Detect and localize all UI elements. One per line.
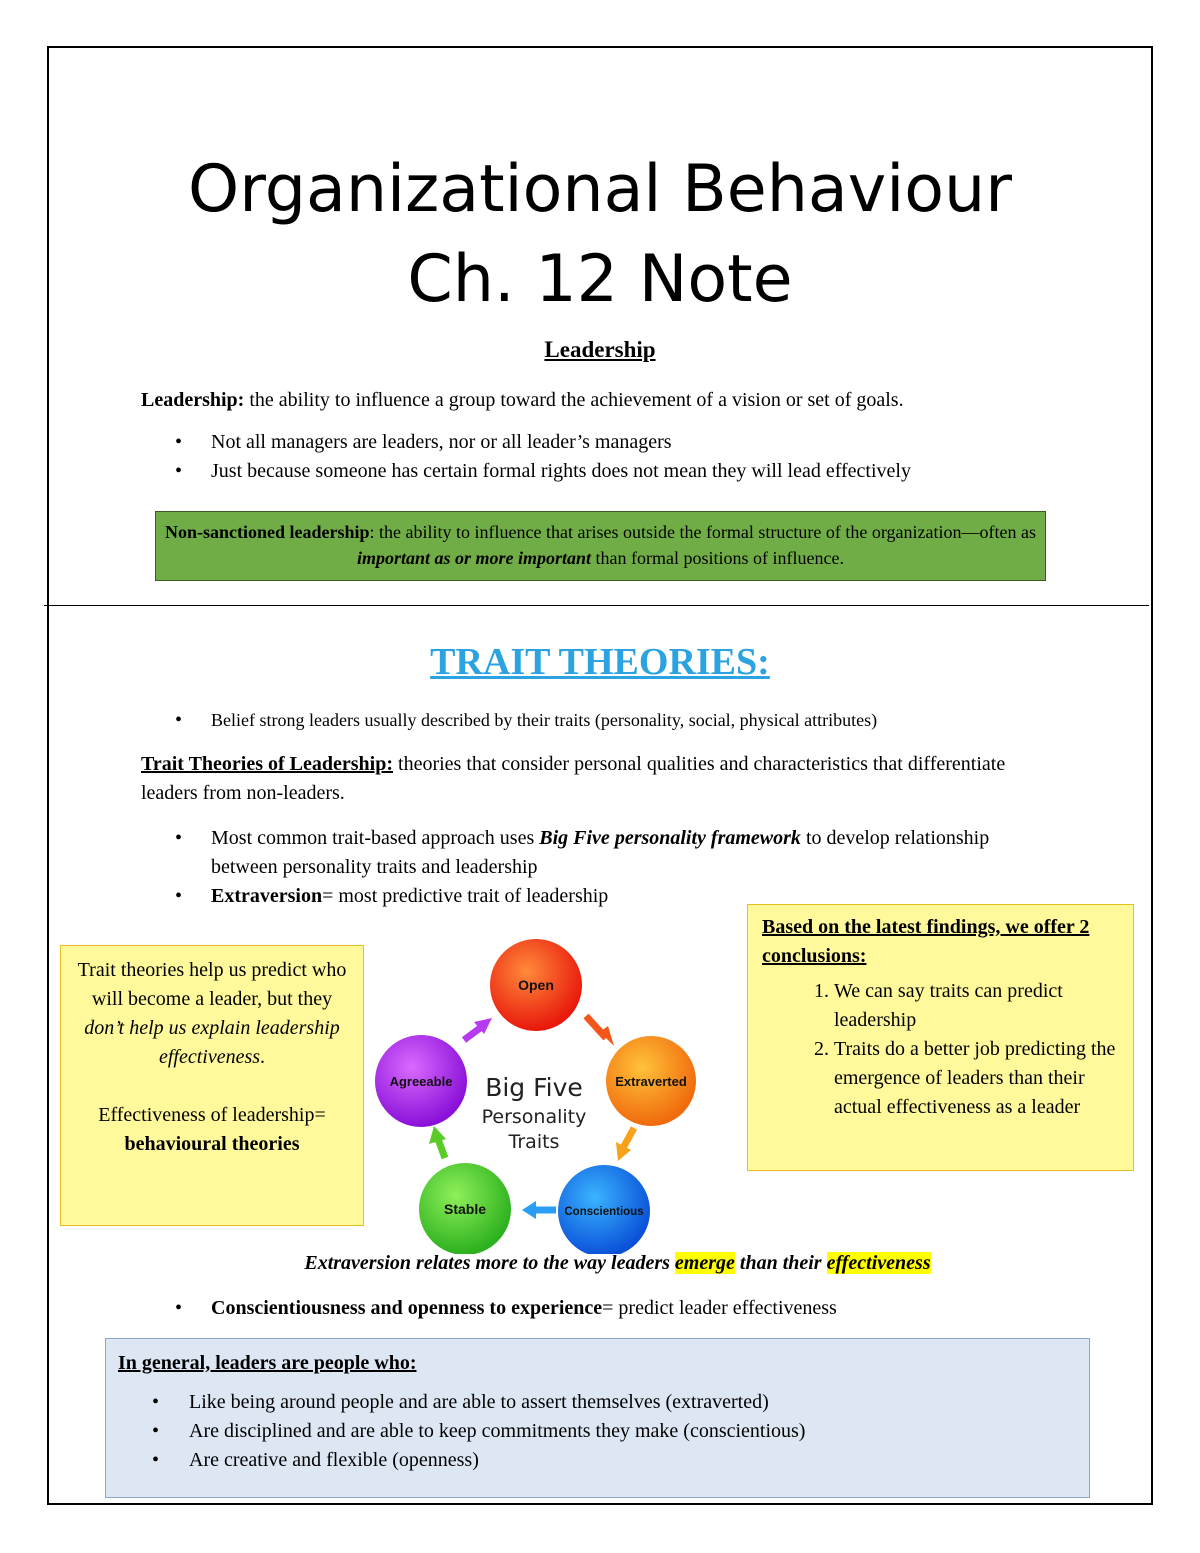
leadership-bullets (141, 428, 1101, 486)
conclusions-box (747, 904, 1134, 1171)
node-label: Stable (443, 1201, 487, 1217)
leadership-heading: Leadership (544, 337, 656, 362)
list-item: • Belief strong leaders usually described by their traits (personality, social, physical attributes) (141, 706, 1101, 735)
arrow-conscientious-to-stable-icon (522, 1201, 556, 1219)
bullet-text: Most common trait-based approach uses (211, 827, 540, 849)
non-sanctioned-box (155, 511, 1046, 581)
item-number: 2. (814, 1038, 829, 1060)
list-item (762, 977, 1119, 1035)
bullet-text: = most predictive trait of leadership (322, 885, 609, 907)
node-label: Conscientious (564, 1206, 644, 1218)
list-item: • Are creative and flexible (openness) (118, 1446, 1077, 1475)
item-text: Traits do a better job predicting the emergence of leaders than their actual effectiveness as a leader (834, 1038, 1116, 1118)
node-agreeable (375, 1035, 467, 1127)
node-label: Extraverted (615, 1074, 687, 1089)
extraversion-note (0, 1249, 1200, 1278)
conclusions-list (762, 977, 1119, 1122)
title-line-1: Organizational Behaviour (188, 152, 1012, 227)
non-sanctioned-emphasis: important as or more important (357, 548, 592, 568)
list-item (762, 1035, 1119, 1122)
box-text: Trait theories help us predict who will become a leader, but they (77, 959, 347, 1010)
leadership-def-text: the ability to influence a group toward the achievement of a vision or set of goals. (244, 389, 904, 411)
page-title (0, 145, 1200, 325)
node-label: Open (518, 977, 554, 993)
list-item: • Not all managers are leaders, nor or all leader’s managers (141, 428, 1101, 457)
node-conscientious (558, 1165, 650, 1254)
general-leaders-box (105, 1338, 1090, 1498)
big-five-emphasis: Big Five personality framework (539, 827, 801, 849)
trait-term: Trait Theories of Leadership: (141, 753, 394, 775)
general-list (118, 1388, 1077, 1475)
bullet-text: = predict leader effectiveness (602, 1297, 837, 1319)
arrow-stable-to-agreeable-icon (429, 1126, 446, 1158)
box-emphasis: don’t help us explain leadership effectiveness (84, 1017, 340, 1068)
extraversion-term: Extraversion (211, 885, 323, 907)
arrow-agreeable-to-open-icon (464, 1018, 492, 1040)
conclusions-heading: Based on the latest findings, we offer 2 conclusions: (762, 916, 1090, 967)
list-item: • Just because someone has certain formal rights does not mean they will lead effectively (141, 457, 1101, 486)
highlight-effectiveness: effectiveness (826, 1252, 931, 1274)
item-text: We can say traits can predict leadership (834, 980, 1063, 1031)
non-sanctioned-term: Non-sanctioned leadership (165, 522, 370, 542)
note-text-mid: than their (734, 1252, 827, 1274)
diagram-center-line-3: Traits (508, 1131, 560, 1153)
arrow-open-to-extraverted-icon (586, 1016, 614, 1046)
effectiveness-text: Effectiveness of leadership= (98, 1104, 326, 1126)
note-text: Extraversion relates more to the way leaders (304, 1252, 675, 1274)
big-five-diagram (368, 936, 704, 1254)
conscientious-term: Conscientiousness and openness to experience (211, 1297, 603, 1319)
trait-definition (141, 750, 1061, 808)
leadership-definition (141, 386, 1101, 415)
non-sanctioned-text-end: than formal positions of influence. (591, 548, 844, 568)
list-item: • Like being around people and are able to assert themselves (extraverted) (118, 1388, 1077, 1417)
general-heading: In general, leaders are people who: (118, 1352, 417, 1374)
highlight-emerge: emerge (674, 1252, 735, 1274)
diagram-center-line-1: Big Five (485, 1073, 583, 1102)
trait-bullets-1 (141, 706, 1101, 735)
item-number: 1. (814, 980, 829, 1002)
non-sanctioned-text: : the ability to influence that arises outside the formal structure of the organization—often as (369, 522, 1036, 542)
trait-limits-box (60, 945, 364, 1226)
list-item (141, 824, 1041, 882)
trait-bullets-2 (141, 824, 1041, 911)
list-item: • Are disciplined and are able to keep commitments they make (conscientious) (118, 1417, 1077, 1446)
node-extraverted (606, 1036, 696, 1126)
trait-def-text: theories that consider personal qualities and characteristics that differentiate leaders from non-leaders. (141, 753, 1006, 804)
behavioural-theories-text: behavioural theories (124, 1133, 300, 1155)
conscientious-bullets (141, 1294, 1101, 1323)
leadership-term: Leadership: (141, 389, 245, 411)
arrow-extraverted-to-conscientious-icon (616, 1128, 634, 1161)
node-stable (419, 1163, 511, 1254)
bullet-text-end: to develop relationship between personality traits and leadership (211, 827, 990, 878)
box-text-end: . (260, 1046, 266, 1068)
node-open (490, 939, 582, 1031)
diagram-center-line-2: Personality (481, 1106, 587, 1128)
trait-limits-text (75, 956, 349, 1072)
trait-theories-heading: TRAIT THEORIES: (430, 641, 770, 683)
title-line-2: Ch. 12 Note (407, 242, 793, 317)
list-item (141, 1294, 1101, 1323)
section-divider (44, 605, 1149, 606)
node-label: Agreeable (389, 1074, 453, 1089)
